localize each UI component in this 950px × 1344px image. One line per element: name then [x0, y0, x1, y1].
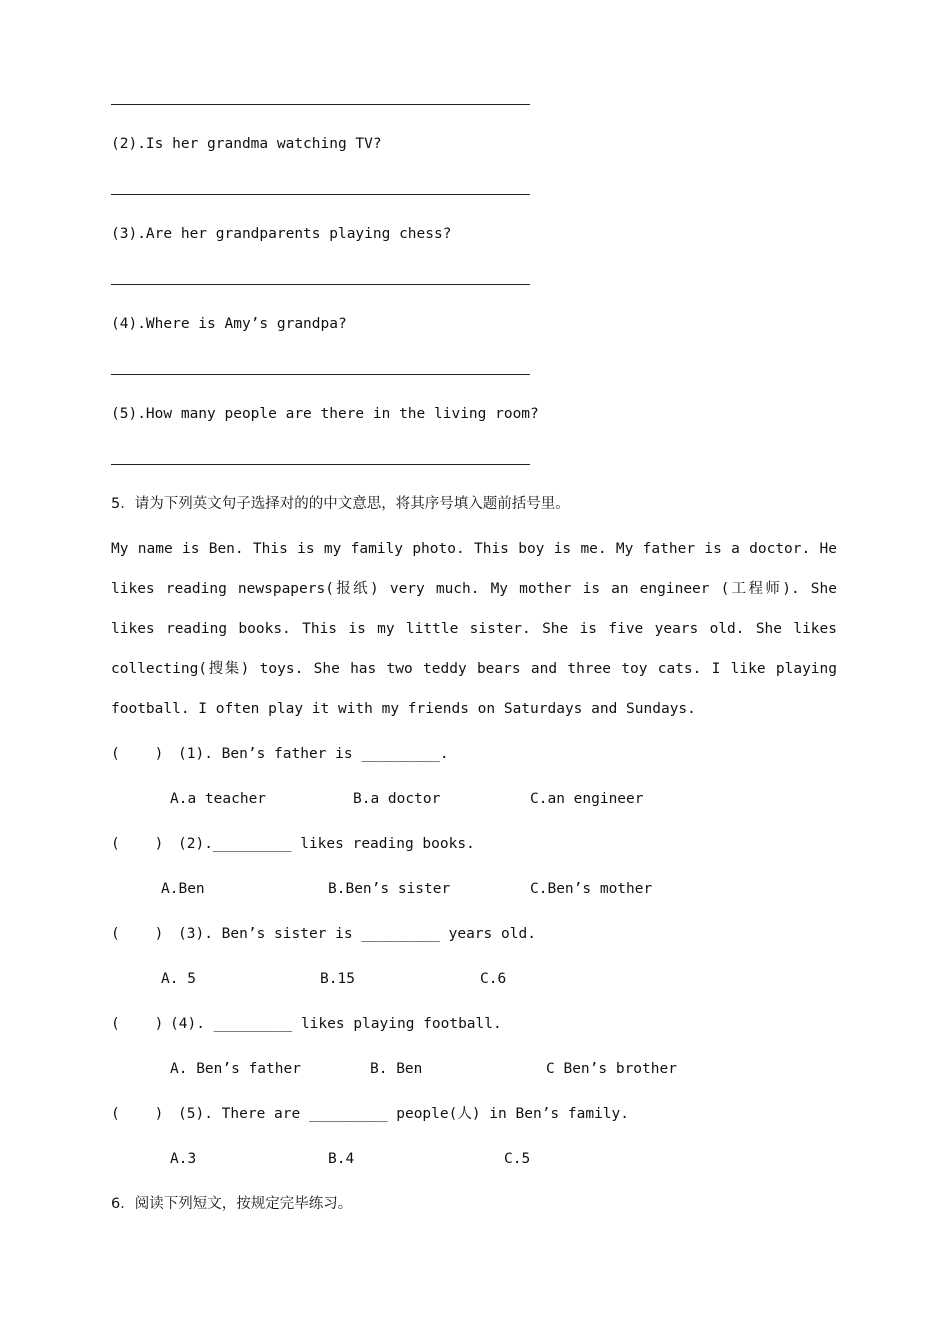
option-b: B.15	[320, 971, 355, 987]
answer-line	[111, 464, 530, 465]
answer-line	[111, 104, 530, 105]
answer-line	[111, 194, 530, 195]
option-b: B. Ben	[370, 1061, 423, 1077]
question-text: (4). _________ likes playing football.	[170, 1016, 502, 1032]
option-b: B.Ben’s sister	[328, 881, 451, 897]
option-a: A.a teacher	[170, 791, 267, 807]
question-text: (3). Ben’s sister is _________ years old.	[178, 926, 536, 942]
option-c: C Ben’s brother	[546, 1061, 677, 1077]
option-a: A.Ben	[161, 881, 205, 897]
option-b: B.4	[328, 1151, 355, 1167]
answer-bracket[interactable]: ( )	[111, 836, 164, 852]
question-4-4: (4).Where is Amy’s grandpa?	[111, 316, 347, 332]
option-a: A.3	[170, 1151, 197, 1167]
option-a: A. 5	[161, 971, 196, 987]
answer-bracket[interactable]: ( )	[111, 746, 164, 762]
option-a: A. Ben’s father	[170, 1061, 301, 1077]
option-c: C.5	[504, 1151, 531, 1167]
option-b: B.a doctor	[353, 791, 441, 807]
answer-line	[111, 284, 530, 285]
question-text: (5). There are _________ people(人) in Ben’s family.	[178, 1106, 629, 1122]
reading-passage: My name is Ben. This is my family photo. This boy is me. My father is a doctor. He likes reading newspapers(报纸) very much. My mother is an engineer (工程师). She likes reading books. This is my little sister. She is five years old. She likes collecting(搜集) toys. She has two teddy bears and three toy cats. I like playing football. I often play it with my friends on Saturdays and Sundays.	[111, 541, 837, 717]
option-c: C.Ben’s mother	[530, 881, 653, 897]
question-text: (1). Ben’s father is _________.	[178, 746, 449, 762]
question-4-3: (3).Are her grandparents playing chess?	[111, 226, 452, 242]
answer-bracket[interactable]: ( )	[111, 926, 164, 942]
option-c: C.an engineer	[530, 791, 644, 807]
question-4-5: (5).How many people are there in the living room?	[111, 406, 539, 422]
question-4-2: (2).Is her grandma watching TV?	[111, 136, 382, 152]
answer-bracket[interactable]: ( )	[111, 1106, 164, 1122]
answer-line	[111, 374, 530, 375]
option-c: C.6	[480, 971, 507, 987]
section-5-heading: 5．请为下列英文句子选择对的的中文意思，将其序号填入题前括号里。	[111, 496, 570, 512]
question-text: (2)._________ likes reading books.	[178, 836, 475, 852]
answer-bracket[interactable]: ( )	[111, 1016, 164, 1032]
section-6-heading: 6．阅读下列短文，按规定完毕练习。	[111, 1196, 353, 1212]
